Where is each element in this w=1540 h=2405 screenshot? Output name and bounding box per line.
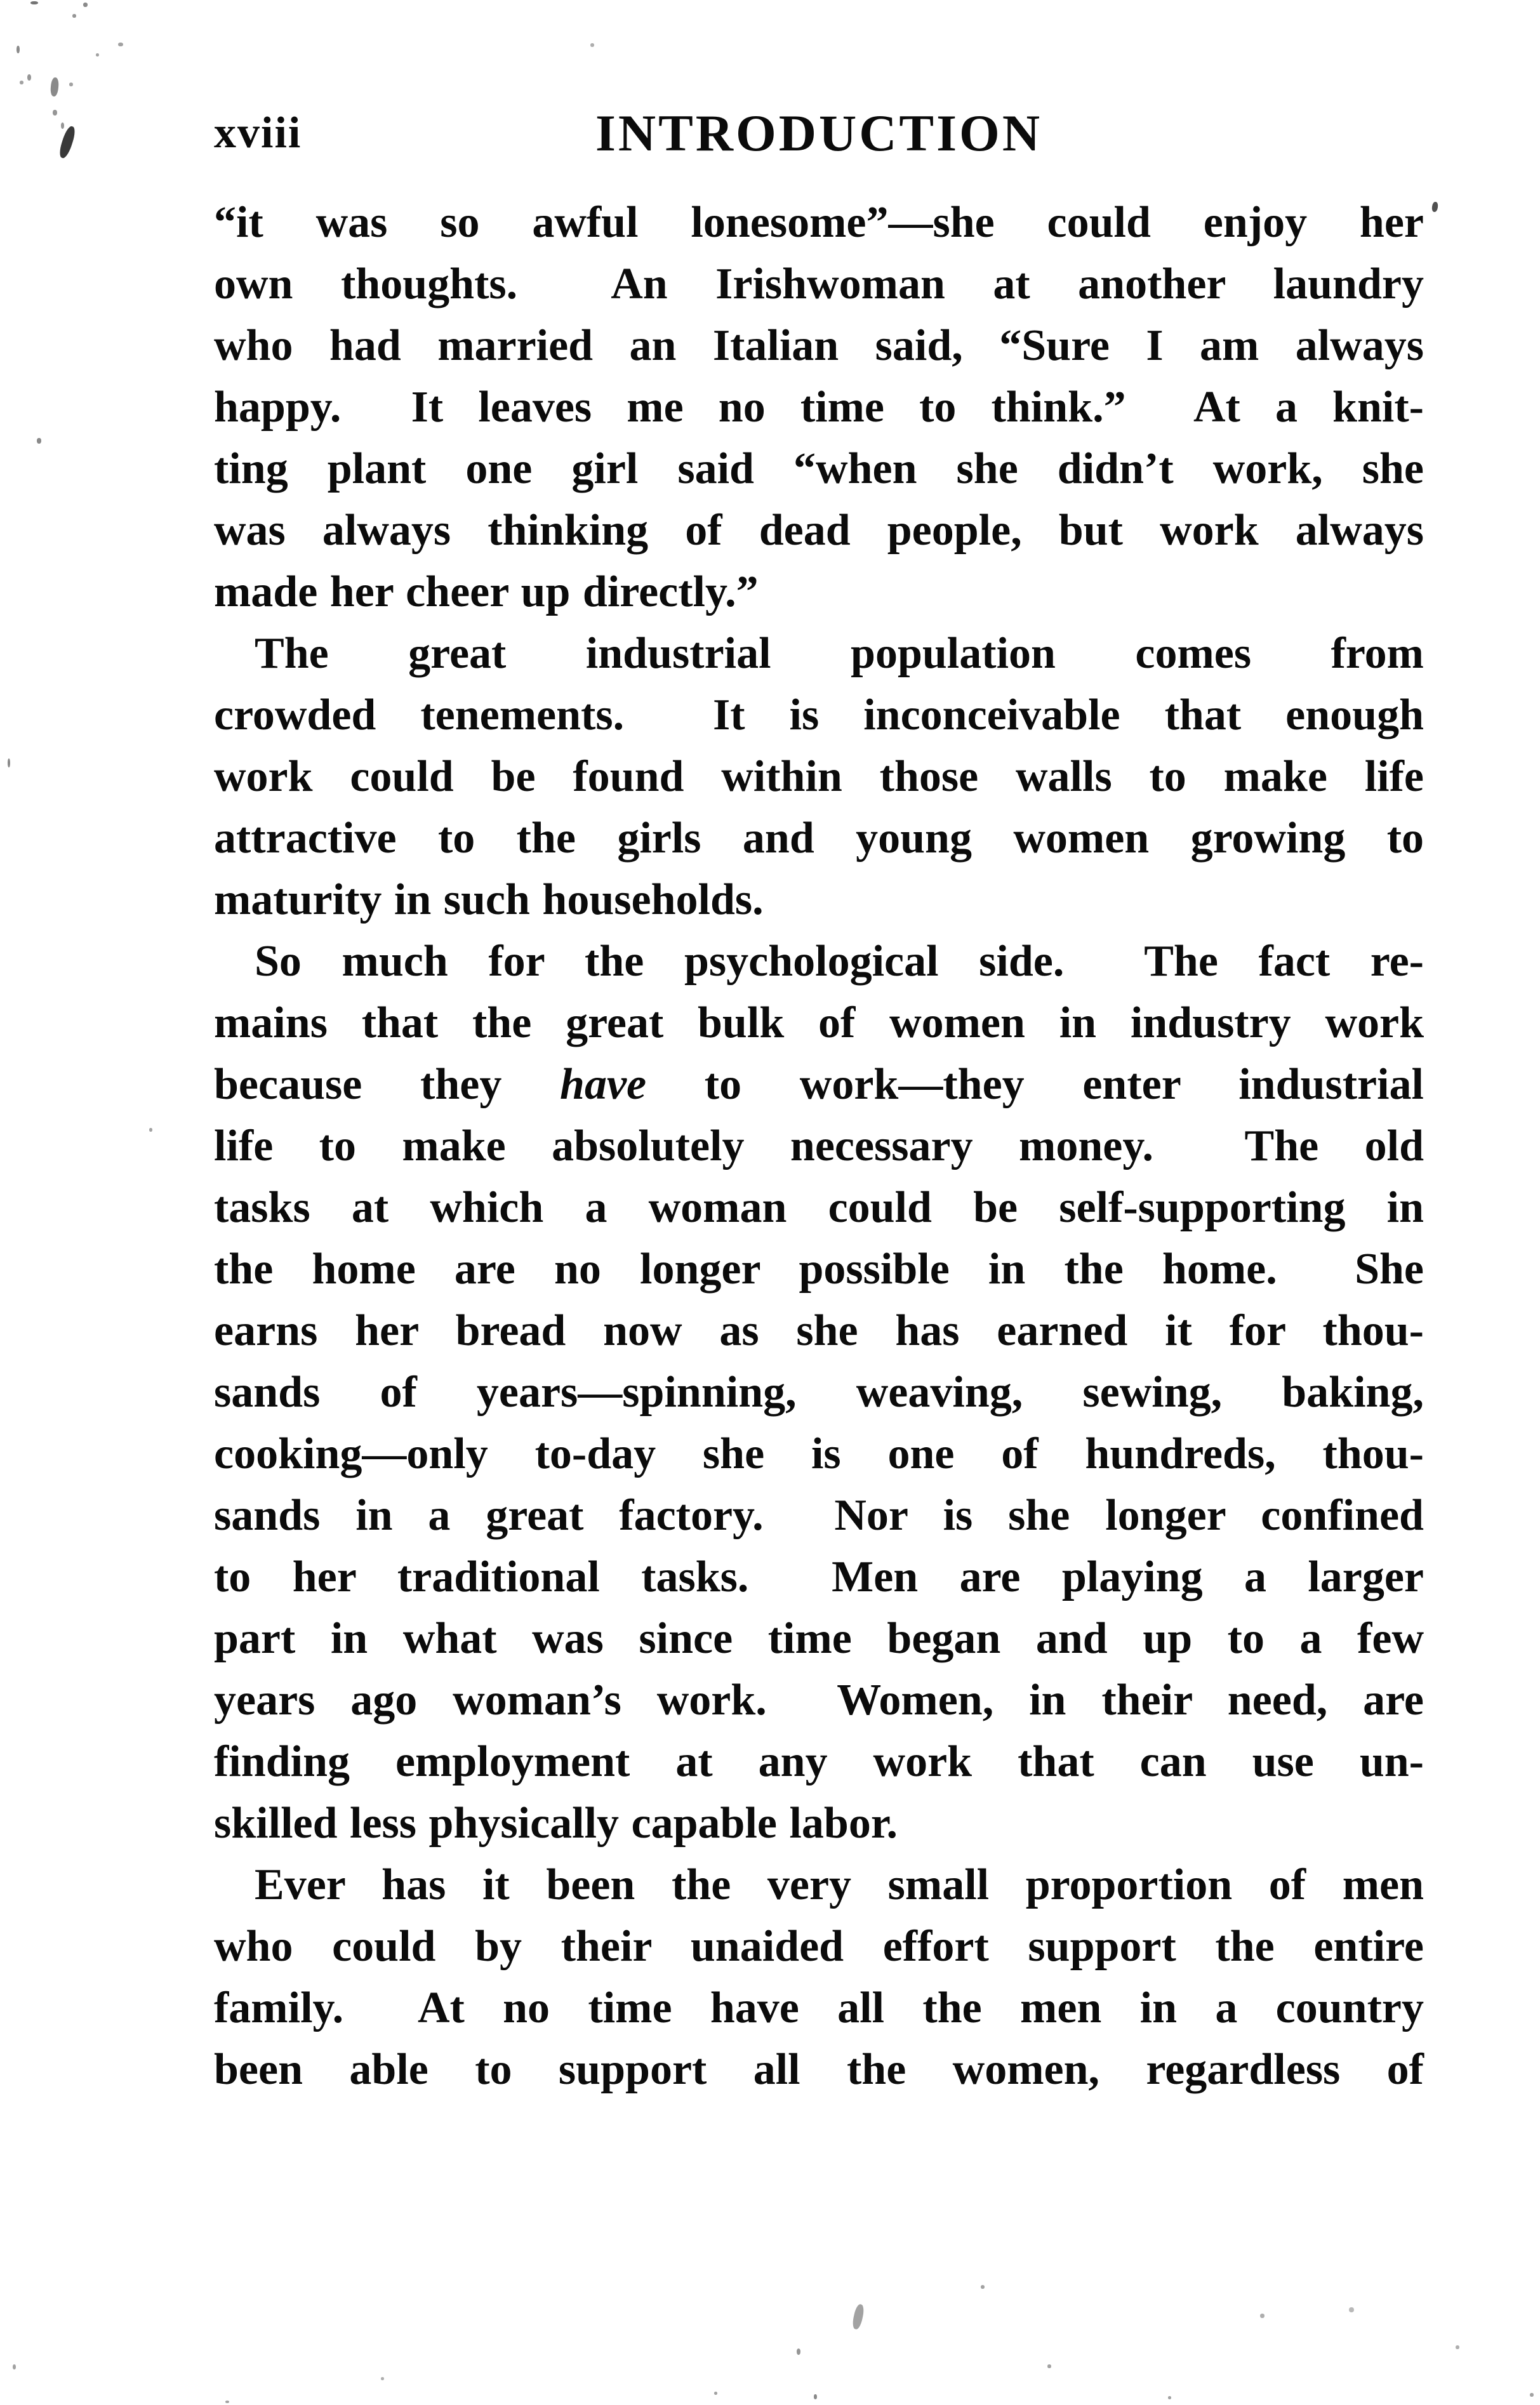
scan-artifact [1349,2307,1354,2312]
scan-artifact [96,53,99,56]
page-number: xviii [214,109,302,157]
scan-artifact [1047,2364,1051,2368]
scan-artifact [57,125,77,159]
scan-artifact [118,43,123,46]
scan-artifact [1530,2393,1534,2397]
scan-artifact [50,77,60,97]
chapter-title: INTRODUCTION [595,104,1043,162]
scan-artifact [851,2303,865,2330]
text-line: cooking—only to-day she is one of hundreds, thou- [214,1429,1424,1478]
text-line: family. At no time have all the men in a country [214,1984,1424,2032]
page-header [214,102,1424,171]
text-line: who could by their unaided effort support the entire [214,1922,1424,1971]
text-line: because they have to work—they enter industrial [214,1060,1424,1109]
text-line: maturity in such households. [214,875,764,924]
scan-artifact [381,2377,384,2380]
text-line: sands of years—spinning, weaving, sewing, baking, [214,1368,1424,1417]
text-line: crowded tenements. It is inconceivable that enough [214,691,1424,739]
scan-artifact [53,110,57,116]
scan-artifact [225,2401,229,2403]
scan-artifact [714,2392,717,2395]
scan-artifact [1456,2345,1459,2349]
text-line: was always thinking of dead people, but work always [214,506,1424,555]
scan-artifact [83,3,88,7]
text-line: own thoughts. An Irishwoman at another laundry [214,260,1424,308]
scan-artifact [1168,2396,1171,2399]
text-line: who had married an Italian said, “Sure I am always [214,321,1424,370]
scan-artifact [69,83,73,86]
scan-artifact [30,1,38,4]
text-line: Ever has it been the very small proportion of men [255,1860,1424,1909]
text-line: the home are no longer possible in the home. She [214,1245,1424,1294]
scan-artifact [590,43,594,47]
text-line: work could be found within those walls to make life [214,752,1424,801]
scan-artifact [8,759,10,767]
scan-artifact [149,1128,152,1132]
text-line: to her traditional tasks. Men are playing a larger [214,1553,1424,1601]
scan-artifact [1260,2314,1265,2318]
scan-artifact [13,2364,16,2369]
scan-artifact [27,74,31,81]
scan-artifact [981,2285,985,2289]
text-line: happy. It leaves me no time to think.” At a knit- [214,383,1424,432]
text-line: life to make absolutely necessary money. The old [214,1122,1424,1170]
text-line: mains that the great bulk of women in industry work [214,998,1424,1047]
text-line: finding employment at any work that can use un- [214,1737,1424,1786]
scan-artifact [814,2394,817,2399]
scan-artifact [20,81,23,84]
text-line: made her cheer up directly.” [214,567,759,616]
text-line: ting plant one girl said “when she didn’t work, she [214,444,1424,493]
scan-artifact [61,123,64,129]
text-line: earns her bread now as she has earned it for thou- [214,1306,1424,1355]
scan-artifact [72,14,76,18]
scan-artifact [1431,201,1438,212]
text-line: “it was so awful lonesome”—she could enjoy her [214,198,1424,247]
text-line: part in what was since time began and up to a few [214,1614,1424,1663]
scan-artifact [797,2349,800,2355]
text-line: skilled less physically capable labor. [214,1799,898,1848]
text-line: So much for the psychological side. The fact re- [255,937,1424,986]
text-line: tasks at which a woman could be self-supporting in [214,1183,1424,1232]
text-line: attractive to the girls and young women growing to [214,814,1424,863]
text-line: sands in a great factory. Nor is she longer confined [214,1491,1424,1540]
body-text [214,192,1424,2100]
text-line: been able to support all the women, regardless of [214,2045,1424,2094]
text-line: The great industrial population comes from [255,629,1424,678]
text-line: years ago woman’s work. Women, in their need, are [214,1676,1424,1725]
scan-artifact [17,46,20,53]
scan-artifact [37,438,41,444]
